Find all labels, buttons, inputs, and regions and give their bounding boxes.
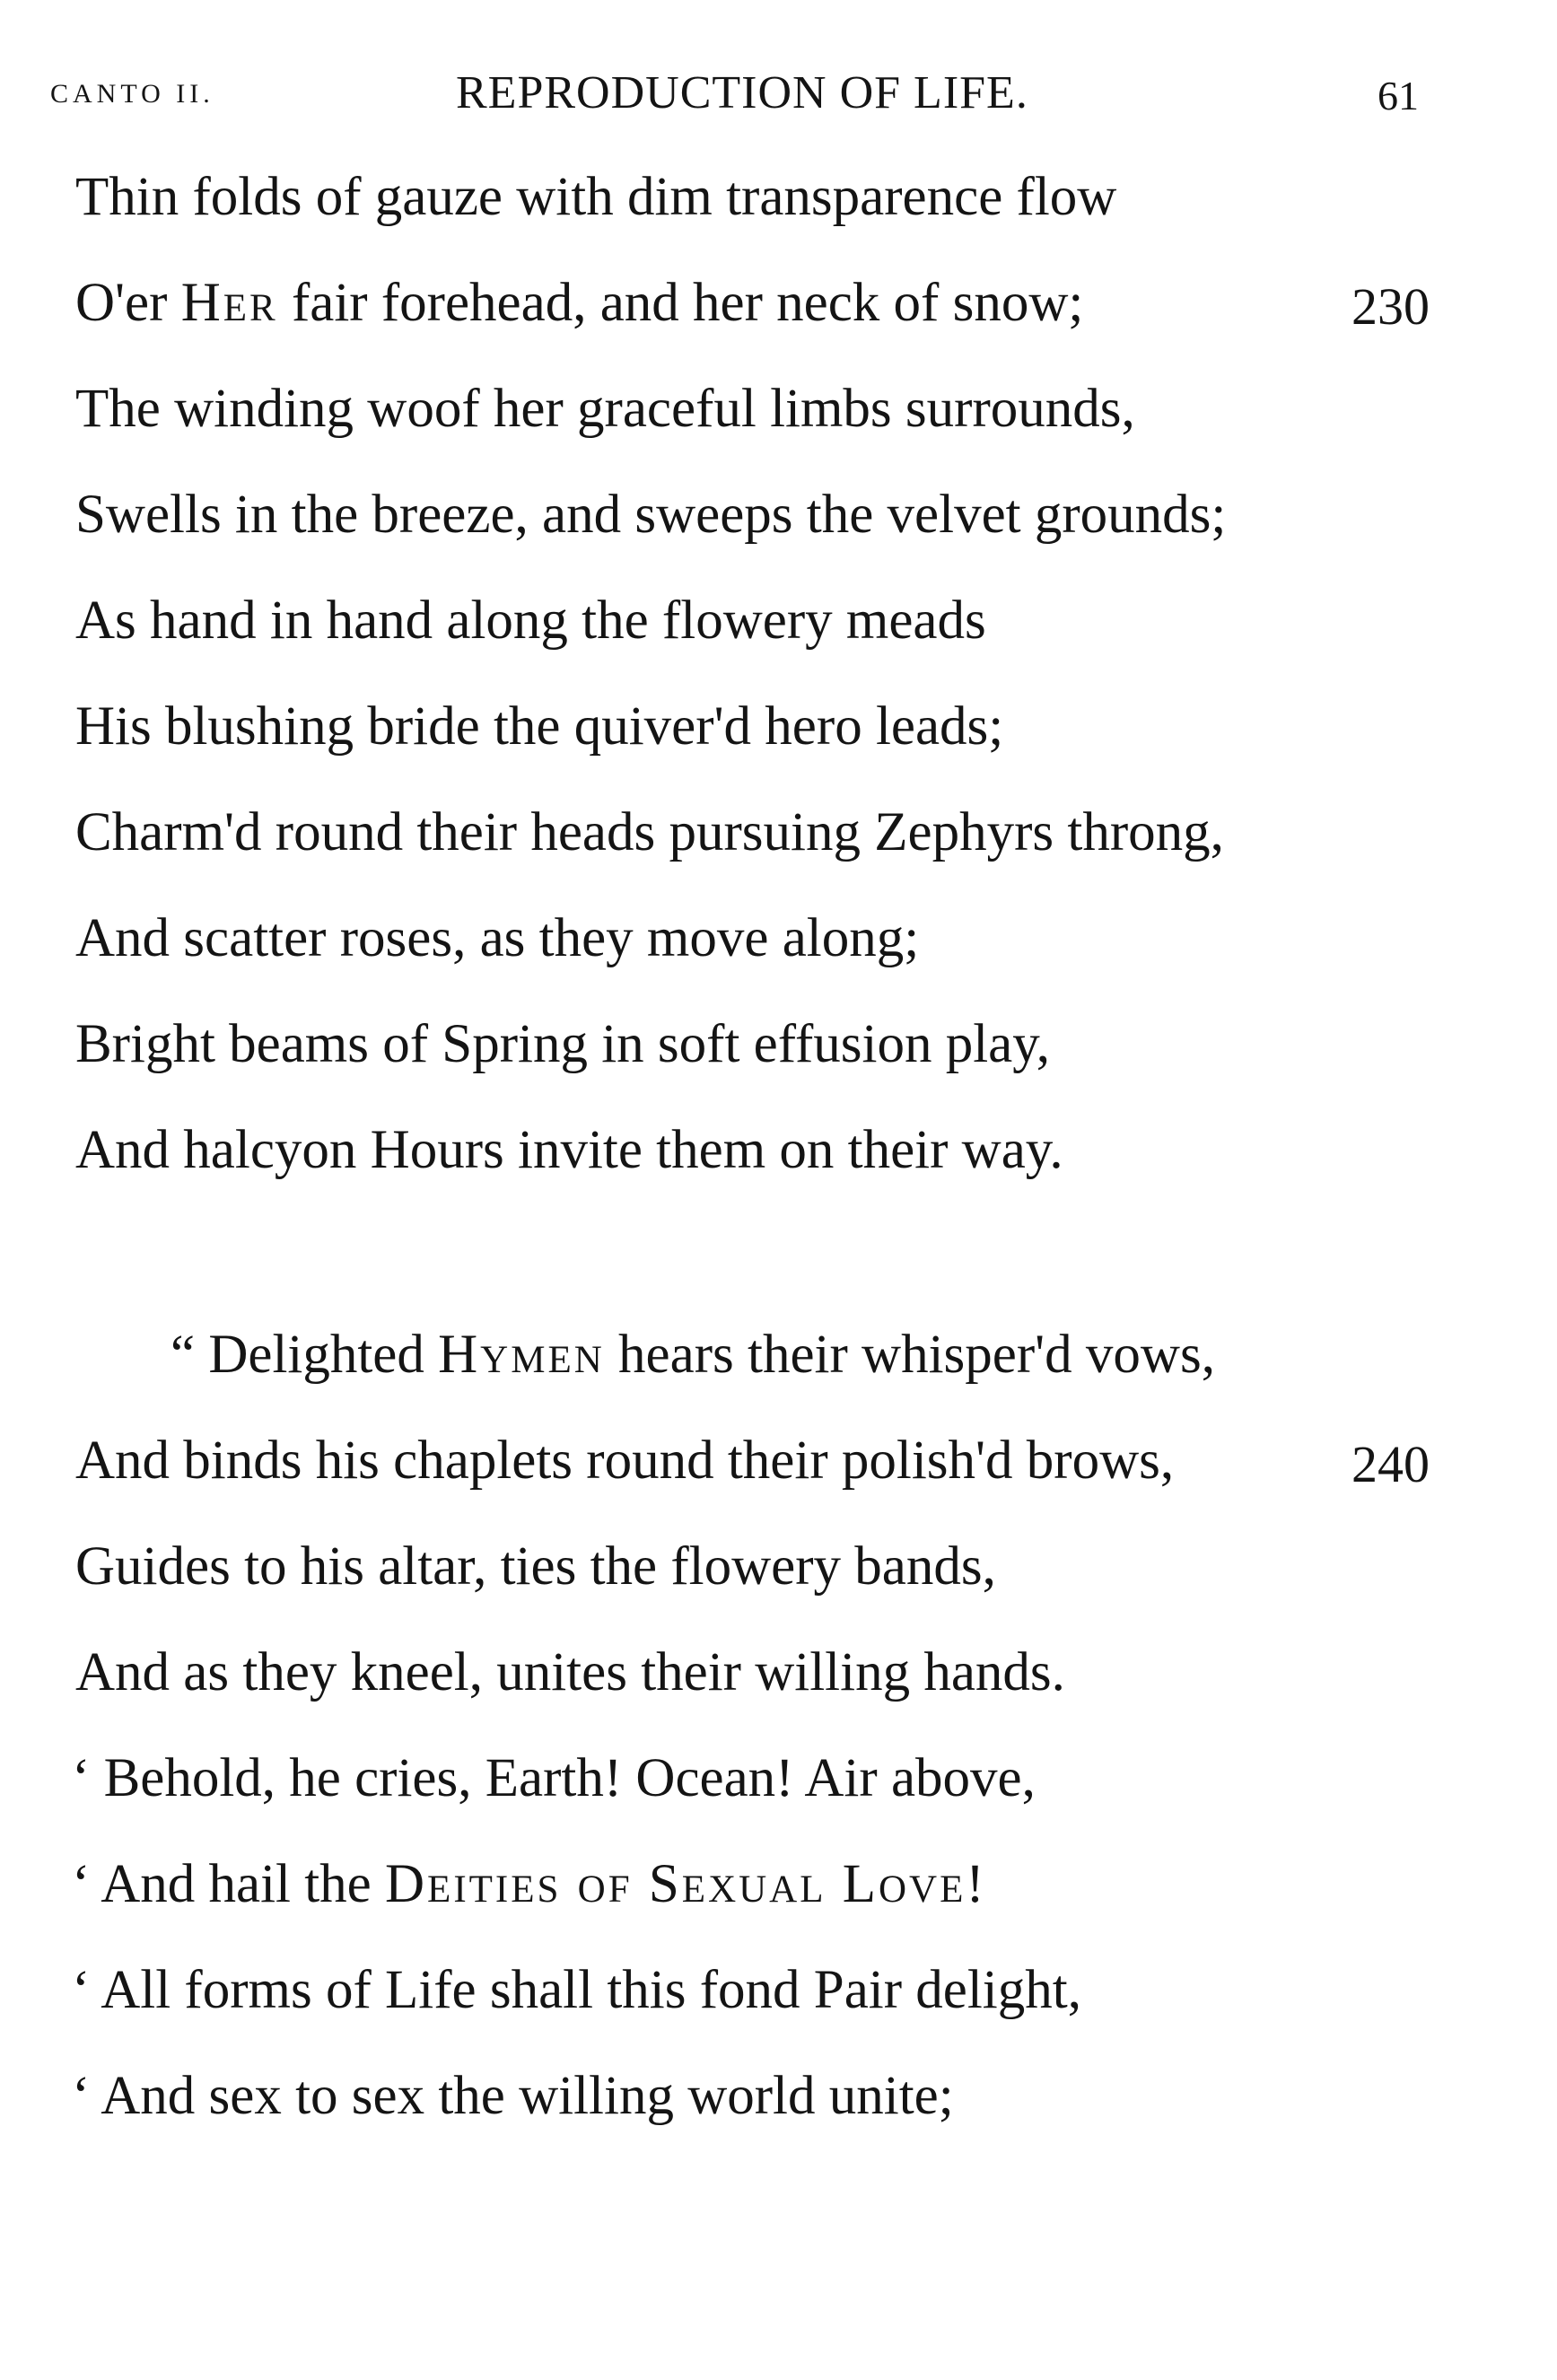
verse-line: [0, 1425, 1557, 1531]
verse-line: [0, 1849, 1557, 1955]
verse-line: [0, 903, 1557, 1009]
verse-text: ‘ And sex to sex the willing world unite;: [72, 2066, 954, 2126]
verse-text: [72, 1849, 984, 1921]
verse-small-caps: Hymen: [438, 1325, 605, 1385]
line-number: 240: [1351, 1435, 1430, 1493]
stanza-2: [0, 1319, 1557, 2166]
running-head: [0, 66, 1557, 120]
verse-line: [0, 1009, 1557, 1115]
verse-line: [0, 1743, 1557, 1849]
verse-line: [0, 373, 1557, 479]
verse-line: [0, 1531, 1557, 1637]
verse-text: [75, 267, 1083, 339]
verse-text: ‘ Behold, he cries, Earth! Ocean! Air above,: [72, 1748, 1036, 1808]
verse-line: [0, 1319, 1557, 1425]
verse-line: [0, 2061, 1557, 2166]
verse-text: And halcyon Hours invite them on their way.: [75, 1120, 1063, 1180]
verse-text-after: !: [966, 1854, 984, 1914]
verse-small-caps: Deities of Sexual Love: [385, 1854, 967, 1914]
verse-text: And scatter roses, as they move along;: [75, 908, 920, 968]
verse-text-after: fair forehead, and her neck of snow;: [277, 273, 1084, 333]
verse-line: [0, 1955, 1557, 2061]
verse-text: Charm'd round their heads pursuing Zephyrs throng,: [75, 802, 1224, 862]
verse-text: Thin folds of gauze with dim transparence flow: [75, 167, 1117, 227]
canto-label: CANTO II.: [50, 79, 214, 109]
verse-line: [0, 479, 1557, 585]
verse-text: ‘ All forms of Life shall this fond Pair delight,: [72, 1960, 1081, 2020]
verse-text-before: O'er: [75, 273, 181, 333]
verse-text: And as they kneel, unites their willing hands.: [75, 1642, 1065, 1702]
verse-line: [0, 1115, 1557, 1221]
verse-text-before: ‘ And hail the: [72, 1854, 385, 1914]
verse-line: [0, 585, 1557, 691]
verse-text-before: “ Delighted: [171, 1325, 439, 1385]
verse-line: [0, 797, 1557, 903]
verse-text: Guides to his altar, ties the flowery bands,: [75, 1536, 996, 1597]
stanza-1: [0, 162, 1557, 1221]
line-number: 230: [1351, 277, 1430, 336]
verse-text: The winding woof her graceful limbs surrounds,: [75, 379, 1135, 439]
verse-text: And binds his chaplets round their polish'd brows,: [75, 1431, 1175, 1491]
verse-text: As hand in hand along the flowery meads: [75, 591, 986, 651]
verse-text-after: hears their whisper'd vows,: [604, 1325, 1215, 1385]
page-number: 61: [1378, 73, 1419, 118]
verse-text: Swells in the breeze, and sweeps the velvet grounds;: [75, 485, 1227, 545]
verse-line: [0, 691, 1557, 797]
page-title: REPRODUCTION OF LIFE.: [456, 67, 1028, 118]
verse-text: His blushing bride the quiver'd hero leads;: [75, 696, 1004, 757]
verse-line: [0, 1637, 1557, 1743]
verse-text: [171, 1319, 1215, 1391]
verse-text: Bright beams of Spring in soft effusion play,: [75, 1014, 1051, 1074]
verse-small-caps: Her: [180, 273, 278, 333]
verse-line: [0, 162, 1557, 267]
verse-line: [0, 267, 1557, 373]
